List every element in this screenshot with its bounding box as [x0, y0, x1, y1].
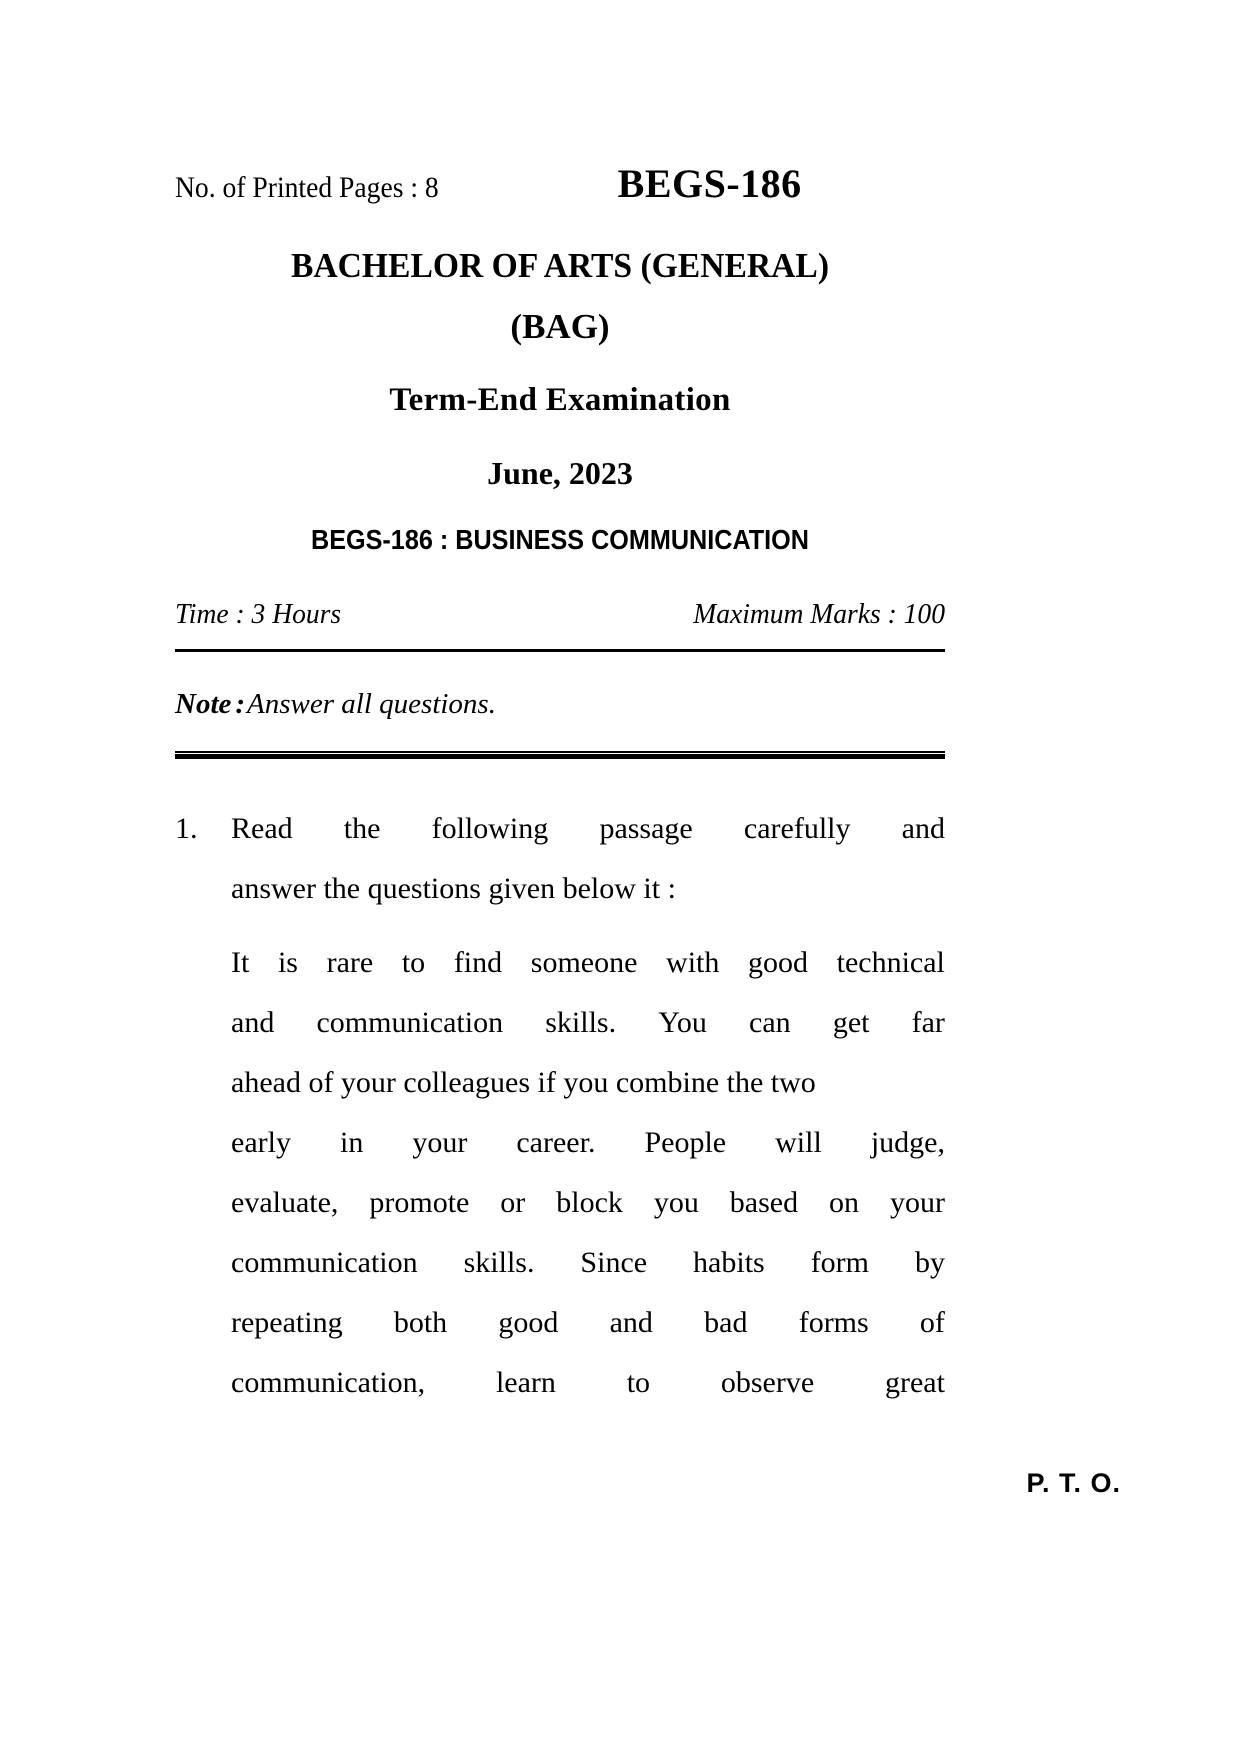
subject-title: BEGS-186 : BUSINESS COMMUNICATION [310, 524, 809, 555]
text-word: and [231, 1006, 275, 1039]
text-word: and [609, 1306, 653, 1339]
text-word: by [914, 1246, 945, 1279]
note-text: Answer all questions. [247, 688, 496, 720]
text-word: with [666, 946, 720, 979]
title-block [175, 248, 945, 556]
text-word: It [231, 946, 250, 979]
text-word: will [775, 1126, 822, 1159]
text-word: based [729, 1186, 799, 1219]
question-prompt [231, 799, 945, 919]
text-word: You [658, 1006, 707, 1039]
text-word: career. [516, 1126, 596, 1159]
program-abbreviation: (BAG) [510, 307, 610, 346]
passage-line [231, 1173, 945, 1233]
text-word: to [401, 946, 426, 979]
question-number: 1. [175, 812, 198, 845]
text-word: far [911, 1006, 945, 1039]
text-word: early [231, 1126, 291, 1159]
text-word: you [653, 1186, 699, 1219]
text-word: your [889, 1186, 945, 1219]
page-content [175, 160, 945, 1413]
passage-line [231, 1353, 945, 1413]
examination-title: Term-End Examination [389, 382, 731, 418]
text-word: bad [704, 1306, 748, 1339]
text-word: form [810, 1246, 870, 1279]
divider-double [175, 751, 945, 759]
text-word: your [412, 1126, 468, 1159]
text-word: rare [326, 946, 374, 979]
maximum-marks: Maximum Marks : 100 [693, 598, 945, 630]
note-label: Note [175, 688, 232, 720]
text-word: forms [798, 1306, 869, 1339]
text-word: on [829, 1186, 860, 1219]
text-word: skills. [463, 1246, 535, 1279]
text-word: People [644, 1126, 727, 1159]
text-word: promote [369, 1186, 470, 1219]
text-word: answer the questions given below it : [231, 872, 676, 905]
text-word: communication [316, 1006, 504, 1039]
text-word: Since [580, 1246, 648, 1279]
note-colon: : [235, 688, 246, 720]
text-word: to [626, 1366, 651, 1399]
text-word: communication [231, 1246, 418, 1279]
text-word: skills. [545, 1006, 617, 1039]
text-word: is [277, 946, 298, 979]
text-word: good [748, 946, 808, 979]
text-word: both [393, 1306, 448, 1339]
passage-line [231, 993, 945, 1053]
text-word: in [339, 1126, 364, 1159]
reading-passage [231, 933, 945, 1413]
text-word: someone [530, 946, 638, 979]
passage-line [231, 933, 945, 993]
printed-pages-label: No. of Printed Pages : 8 [175, 171, 439, 204]
divider-single [175, 649, 945, 652]
exam-duration: Time : 3 Hours [175, 598, 342, 630]
text-word: judge, [870, 1126, 945, 1159]
passage-line [231, 1293, 945, 1353]
text-word: repeating [231, 1306, 343, 1339]
prompt-line [231, 859, 945, 919]
text-word: communication, [231, 1366, 426, 1399]
text-word: the [343, 812, 381, 845]
prompt-line [231, 799, 945, 859]
passage-line [231, 1053, 945, 1113]
passage-line [231, 1233, 945, 1293]
text-word: observe [720, 1366, 815, 1399]
text-word: Read [231, 812, 293, 845]
text-word: find [453, 946, 503, 979]
exam-meta-row [175, 598, 945, 631]
program-title: BACHELOR OF ARTS (GENERAL) [290, 246, 830, 285]
text-word: passage [599, 812, 693, 845]
text-word: good [498, 1306, 559, 1339]
text-word: and [901, 812, 945, 845]
document-header [175, 160, 945, 218]
text-word: block [556, 1186, 623, 1219]
text-word: get [832, 1006, 870, 1039]
text-word: or [500, 1186, 526, 1219]
page-turn-over-label: P. T. O. [1026, 1468, 1121, 1498]
text-word: evaluate, [231, 1186, 339, 1219]
text-word: learn [495, 1366, 556, 1399]
text-word: following [431, 812, 549, 845]
text-word: carefully [743, 812, 851, 845]
text-word: can [749, 1006, 791, 1039]
question-body [231, 799, 945, 1413]
text-word: great [884, 1366, 945, 1399]
text-word: ahead of your colleagues if you combine the two [231, 1066, 816, 1099]
text-word: technical [836, 946, 945, 979]
note-row [175, 688, 945, 721]
paper-code: BEGS-186 [617, 161, 802, 206]
passage-line [231, 1113, 945, 1173]
text-word: habits [693, 1246, 765, 1279]
question-1 [175, 799, 945, 1413]
text-word: of [919, 1306, 945, 1339]
examination-session: June, 2023 [487, 455, 633, 491]
